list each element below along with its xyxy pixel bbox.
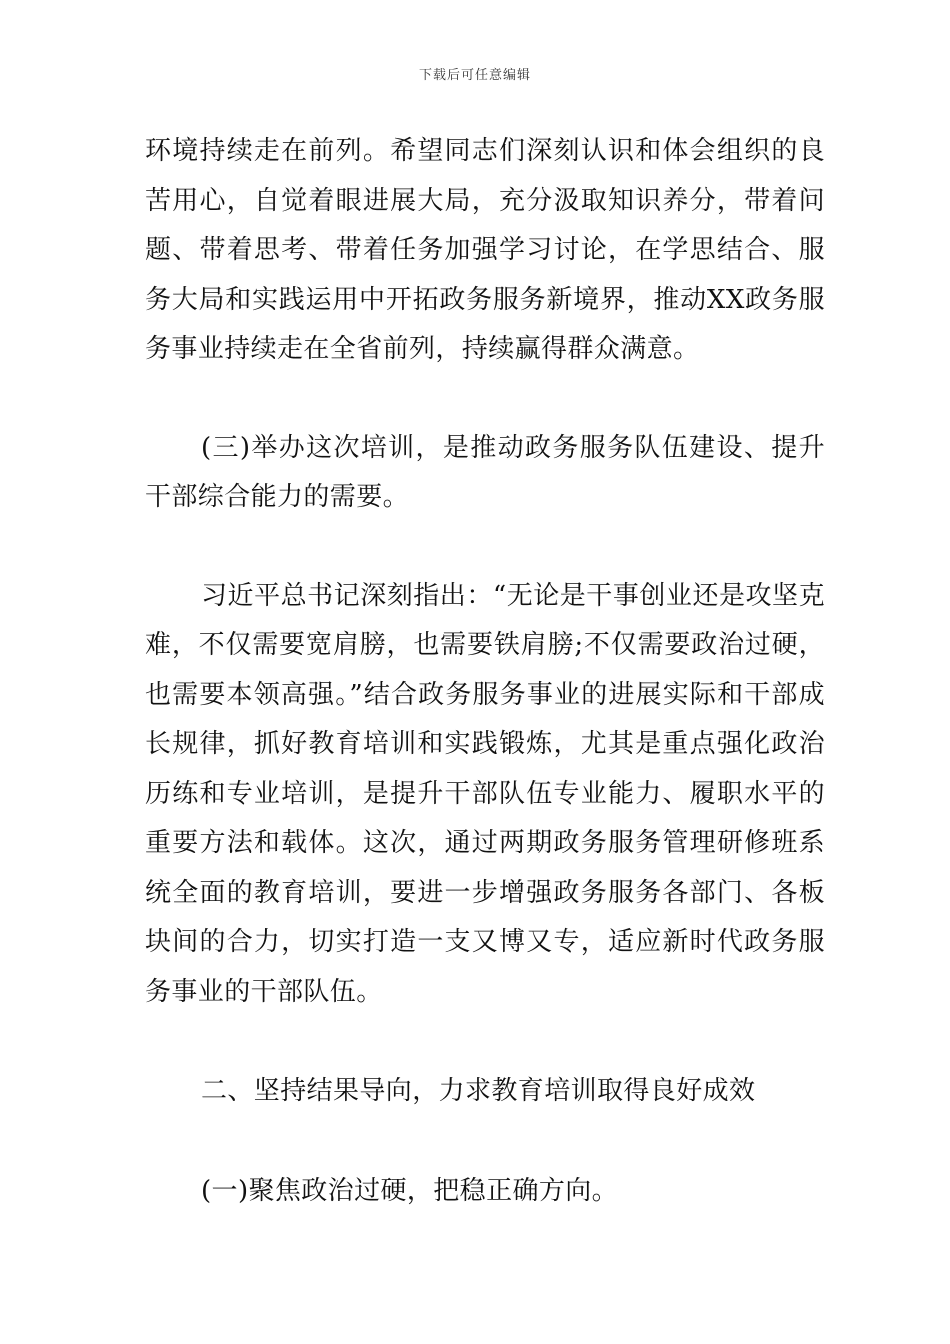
- paragraph-quote: 习近平总书记深刻指出：“无论是干事创业还是攻坚克难，不仅需要宽肩膀，也需要铁肩膀;不仅需要政治过硬，也需要本领高强。”结合政务服务事业的进展实际和干部成长规律，抓好教育培训和实践锻炼，尤其是重点强化政治历练和专业培训，是提升干部队伍专业能力、履职水平的重要方法和载体。这次，通过两期政务服务管理研修班系统全面的教育培训，要进一步增强政务服务各部门、各板块间的合力，切实打造一支又博又专，适应新时代政务服务事业的干部队伍。: [145, 580, 825, 1007]
- document-body: [145, 127, 825, 1216]
- paragraph-continuation: 环境持续走在前列。希望同志们深刻认识和体会组织的良苦用心，自觉着眼进展大局，充分汲取知识养分，带着问题、带着思考、带着任务加强学习讨论，在学思结合、服务大局和实践运用中开拓政务服务新境界，推动XX政务服务事业持续走在全省前列，持续赢得群众满意。: [145, 136, 825, 364]
- subheading-one: (一)聚焦政治过硬，把稳正确方向。: [201, 1175, 619, 1206]
- subheading-three: (三)举办这次培训，是推动政务服务队伍建设、提升干部综合能力的需要。: [145, 432, 825, 512]
- page-header: 下载后可任意编辑: [418, 68, 531, 83]
- section-heading-two: 二、坚持结果导向，力求教育培训取得良好成效: [201, 1076, 756, 1106]
